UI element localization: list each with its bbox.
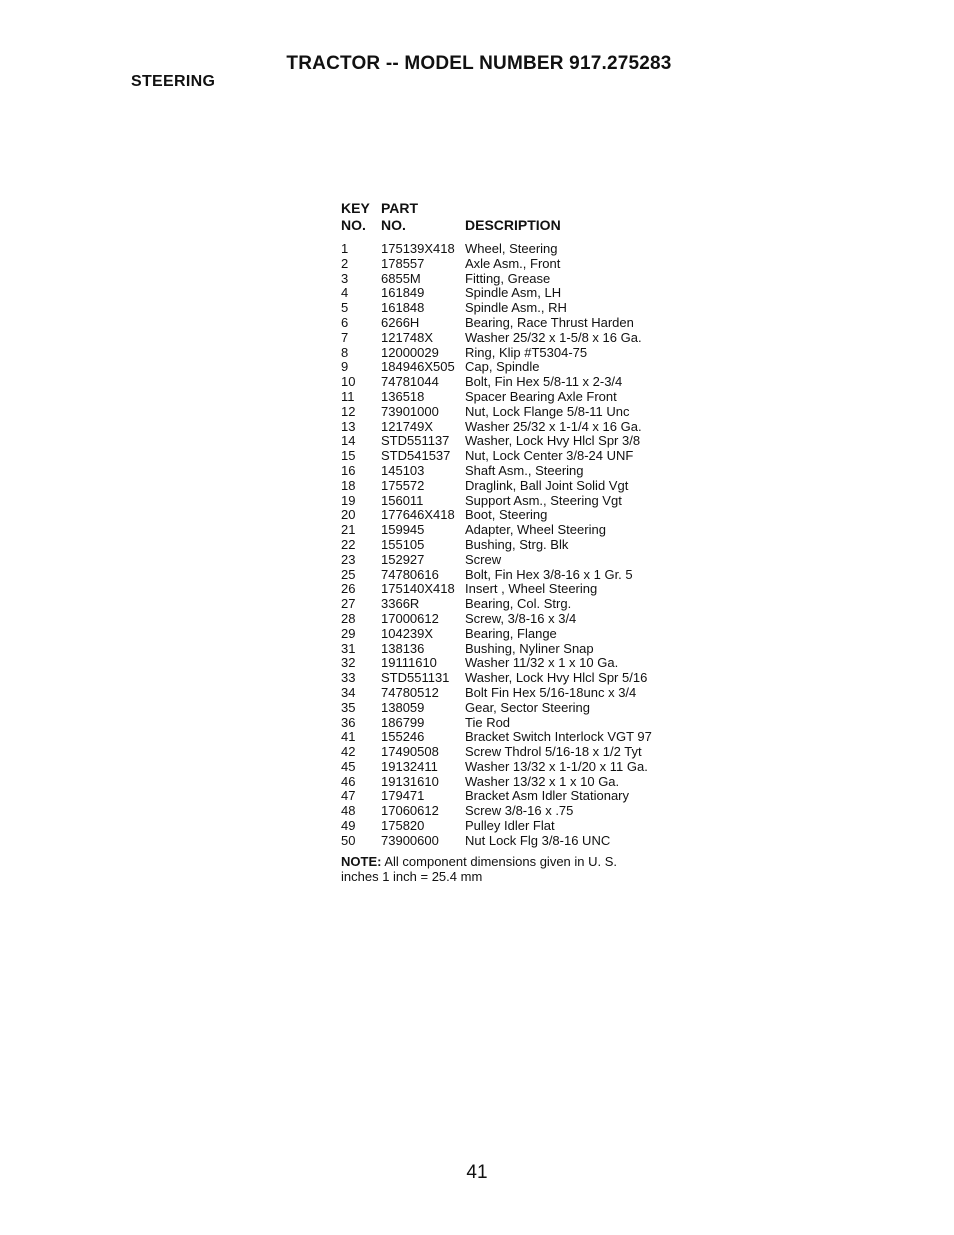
row-description: Bushing, Strg. Blk xyxy=(465,536,569,552)
table-row xyxy=(341,301,681,316)
table-row xyxy=(341,760,681,775)
row-description: Bushing, Nyliner Snap xyxy=(465,640,594,656)
header-description: DESCRIPTION xyxy=(465,217,561,233)
row-part-no: 175139X418 xyxy=(381,241,455,256)
row-key-no: 4 xyxy=(341,285,349,301)
row-key-no: 7 xyxy=(341,329,349,345)
row-part-no: 121749X xyxy=(381,418,434,434)
parts-rows xyxy=(341,242,681,849)
table-row xyxy=(341,449,681,464)
row-part-no: 19131610 xyxy=(381,773,439,789)
table-row xyxy=(341,242,681,257)
row-part-no: 74781044 xyxy=(381,374,439,390)
row-part-no: 177646X418 xyxy=(381,507,455,523)
row-description: Screw xyxy=(465,551,502,567)
table-row xyxy=(341,346,681,361)
table-row xyxy=(341,272,681,287)
row-part-no: 136518 xyxy=(381,388,425,404)
row-part-no: 179471 xyxy=(381,788,425,804)
table-row xyxy=(341,627,681,642)
table-row xyxy=(341,331,681,346)
table-row xyxy=(341,656,681,671)
row-description: Adapter, Wheel Steering xyxy=(465,522,606,538)
row-description: Screw 3/8-16 x .75 xyxy=(465,803,574,819)
row-part-no: 152927 xyxy=(381,551,425,567)
row-part-no: 138136 xyxy=(381,640,425,656)
row-description: Ring, Klip #T5304-75 xyxy=(465,344,588,360)
row-part-no: STD551137 xyxy=(381,433,450,449)
table-row xyxy=(341,286,681,301)
row-part-no: 12000029 xyxy=(381,344,439,360)
row-key-no: 21 xyxy=(341,522,356,538)
table-row xyxy=(341,686,681,701)
row-key-no: 47 xyxy=(341,788,356,804)
row-key-no: 3 xyxy=(341,270,349,286)
row-part-no: 175572 xyxy=(381,477,425,493)
row-description: Tie Rod xyxy=(465,714,511,730)
row-description: Spindle Asm., RH xyxy=(465,300,567,316)
row-description: Spacer Bearing Axle Front xyxy=(465,388,617,404)
table-row xyxy=(341,716,681,731)
dimension-note xyxy=(341,854,641,884)
row-part-no: 19111610 xyxy=(381,655,437,671)
table-row xyxy=(341,568,681,583)
row-description: Insert , Wheel Steering xyxy=(465,581,598,597)
row-key-no: 35 xyxy=(341,699,356,715)
row-key-no: 45 xyxy=(341,758,356,774)
row-part-no: 161849 xyxy=(381,285,425,301)
row-key-no: 22 xyxy=(341,536,356,552)
row-description: Bearing, Col. Strg. xyxy=(465,596,572,612)
table-header-row-2 xyxy=(341,217,681,234)
table-row xyxy=(341,553,681,568)
row-key-no: 15 xyxy=(341,448,356,464)
table-row xyxy=(341,819,681,834)
table-row xyxy=(341,420,681,435)
row-part-no: 74780616 xyxy=(381,566,439,582)
row-description: Cap, Spindle xyxy=(465,359,540,375)
row-key-no: 32 xyxy=(341,655,356,671)
table-row xyxy=(341,405,681,420)
row-description: Fitting, Grease xyxy=(465,270,551,286)
row-key-no: 10 xyxy=(341,374,356,390)
row-description: Washer 13/32 x 1 x 10 Ga. xyxy=(465,773,620,789)
row-description: Bolt, Fin Hex 5/8-11 x 2-3/4 xyxy=(465,374,623,390)
row-part-no: 145103 xyxy=(381,462,425,478)
table-row xyxy=(341,612,681,627)
table-row xyxy=(341,701,681,716)
table-row xyxy=(341,804,681,819)
table-row xyxy=(341,671,681,686)
parts-list-table xyxy=(341,200,681,884)
row-key-no: 5 xyxy=(341,300,349,316)
table-row xyxy=(341,434,681,449)
row-part-no: 104239X xyxy=(381,625,434,641)
row-part-no: 159945 xyxy=(381,522,425,538)
row-description: Boot, Steering xyxy=(465,507,548,523)
row-key-no: 14 xyxy=(341,433,356,449)
row-key-no: 33 xyxy=(341,670,356,686)
row-part-no: 178557 xyxy=(381,255,425,271)
row-description: Washer, Lock Hvy Hlcl Spr 3/8 xyxy=(465,433,641,449)
row-description: Support Asm., Steering Vgt xyxy=(465,492,622,508)
table-row xyxy=(341,316,681,331)
row-key-no: 20 xyxy=(341,507,356,523)
row-key-no: 29 xyxy=(341,625,356,641)
row-description: Nut Lock Flg 3/8-16 UNC xyxy=(465,832,611,848)
row-key-no: 13 xyxy=(341,418,356,434)
row-part-no: 6855M xyxy=(381,270,421,286)
row-part-no: 175820 xyxy=(381,818,425,834)
row-description: Bearing, Flange xyxy=(465,625,557,641)
page-title: TRACTOR -- MODEL NUMBER 917.275283 xyxy=(286,53,672,74)
row-part-no: STD551131 xyxy=(381,670,450,686)
row-description: Washer 25/32 x 1-1/4 x 16 Ga. xyxy=(465,418,642,434)
row-description: Shaft Asm., Steering xyxy=(465,462,584,478)
header-part-no: NO. xyxy=(381,217,406,233)
row-description: Washer 13/32 x 1-1/20 x 11 Ga. xyxy=(465,758,648,774)
row-key-no: 11 xyxy=(341,388,355,404)
row-key-no: 26 xyxy=(341,581,356,597)
row-part-no: 186799 xyxy=(381,714,425,730)
row-description: Wheel, Steering xyxy=(465,241,558,256)
row-key-no: 8 xyxy=(341,344,349,360)
row-key-no: 41 xyxy=(341,729,356,745)
note-label: NOTE: xyxy=(341,853,382,869)
row-description: Bearing, Race Thrust Harden xyxy=(465,314,634,330)
row-description: Nut, Lock Flange 5/8-11 Unc xyxy=(465,403,630,419)
row-part-no: 3366R xyxy=(381,596,420,612)
row-description: Nut, Lock Center 3/8-24 UNF xyxy=(465,448,634,464)
table-row xyxy=(341,775,681,790)
row-key-no: 16 xyxy=(341,462,356,478)
row-key-no: 2 xyxy=(341,255,349,271)
table-row xyxy=(341,257,681,272)
row-part-no: 156011 xyxy=(381,492,424,508)
header-key-no: NO. xyxy=(341,217,366,233)
row-key-no: 6 xyxy=(341,314,349,330)
row-description: Axle Asm., Front xyxy=(465,255,561,271)
row-part-no: 74780512 xyxy=(381,684,439,700)
row-key-no: 48 xyxy=(341,803,356,819)
note-text: All component dimensions given in U. S. inches 1 inch = 25.4 mm xyxy=(341,853,618,884)
page-number: 41 xyxy=(466,1162,488,1183)
table-row xyxy=(341,730,681,745)
table-row xyxy=(341,642,681,657)
row-key-no: 9 xyxy=(341,359,349,375)
row-part-no: 17490508 xyxy=(381,744,439,760)
row-part-no: 19132411 xyxy=(381,758,438,774)
row-part-no: 155246 xyxy=(381,729,425,745)
table-row xyxy=(341,597,681,612)
row-description: Gear, Sector Steering xyxy=(465,699,591,715)
row-description: Draglink, Ball Joint Solid Vgt xyxy=(465,477,629,493)
table-row xyxy=(341,508,681,523)
row-part-no: 175140X418 xyxy=(381,581,455,597)
table-header-row-1 xyxy=(341,200,681,217)
row-part-no: 138059 xyxy=(381,699,425,715)
row-key-no: 1 xyxy=(341,241,349,256)
row-key-no: 31 xyxy=(341,640,356,656)
row-part-no: 6266H xyxy=(381,314,420,330)
row-key-no: 18 xyxy=(341,477,356,493)
table-row xyxy=(341,523,681,538)
table-row xyxy=(341,464,681,479)
table-row xyxy=(341,360,681,375)
row-part-no: 17000612 xyxy=(381,610,439,626)
row-key-no: 50 xyxy=(341,832,356,848)
row-key-no: 19 xyxy=(341,492,356,508)
header-part-label: PART xyxy=(381,200,419,216)
row-description: Bracket Asm Idler Stationary xyxy=(465,788,630,804)
table-row xyxy=(341,834,681,849)
row-key-no: 36 xyxy=(341,714,356,730)
row-key-no: 12 xyxy=(341,403,356,419)
table-row xyxy=(341,582,681,597)
row-description: Bolt Fin Hex 5/16-18unc x 3/4 xyxy=(465,684,637,700)
row-description: Washer 11/32 x 1 x 10 Ga. xyxy=(465,655,619,671)
row-part-no: 161848 xyxy=(381,300,425,316)
row-part-no: 155105 xyxy=(381,536,425,552)
row-description: Screw, 3/8-16 x 3/4 xyxy=(465,610,577,626)
row-key-no: 34 xyxy=(341,684,356,700)
section-title: STEERING xyxy=(131,73,216,90)
row-key-no: 25 xyxy=(341,566,356,582)
table-row xyxy=(341,745,681,760)
table-row xyxy=(341,375,681,390)
table-row xyxy=(341,789,681,804)
row-description: Washer, Lock Hvy Hlcl Spr 5/16 xyxy=(465,670,648,686)
row-description: Pulley Idler Flat xyxy=(465,818,555,834)
row-part-no: 184946X505 xyxy=(381,359,455,375)
row-key-no: 28 xyxy=(341,610,356,626)
row-part-no: 17060612 xyxy=(381,803,439,819)
header-key-label: KEY xyxy=(341,200,370,216)
row-description: Spindle Asm, LH xyxy=(465,285,562,301)
row-part-no: STD541537 xyxy=(381,448,451,464)
row-key-no: 49 xyxy=(341,818,356,834)
table-row xyxy=(341,390,681,405)
row-description: Bolt, Fin Hex 3/8-16 x 1 Gr. 5 xyxy=(465,566,633,582)
row-part-no: 121748X xyxy=(381,329,434,345)
table-row xyxy=(341,479,681,494)
row-part-no: 73901000 xyxy=(381,403,439,419)
table-row xyxy=(341,494,681,509)
row-description: Washer 25/32 x 1-5/8 x 16 Ga. xyxy=(465,329,642,345)
row-key-no: 46 xyxy=(341,773,356,789)
row-description: Screw Thdrol 5/16-18 x 1/2 Tyt xyxy=(465,744,642,760)
row-part-no: 73900600 xyxy=(381,832,439,848)
row-key-no: 27 xyxy=(341,596,356,612)
table-row xyxy=(341,538,681,553)
row-key-no: 42 xyxy=(341,744,356,760)
row-description: Bracket Switch Interlock VGT 97 xyxy=(465,729,652,745)
row-key-no: 23 xyxy=(341,551,356,567)
